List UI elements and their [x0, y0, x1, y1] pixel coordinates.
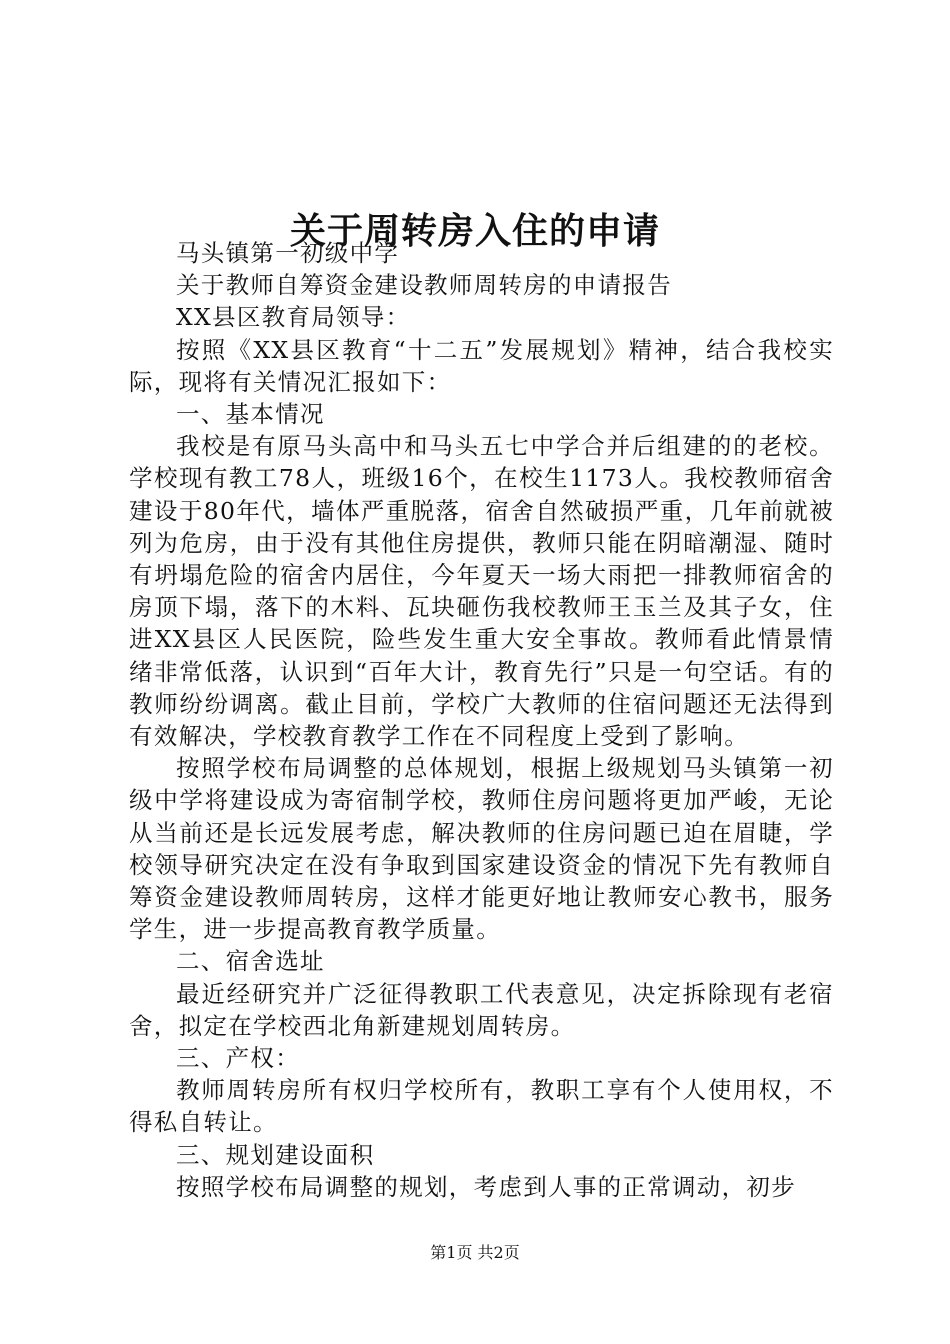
paragraph-basic-info: 我校是有原马头高中和马头五七中学合并后组建的的老校。学校现有教工78人，班级16个，在校生1173人。我校教师宿舍建设于80年代，墙体严重脱落，宿舍自然破损严重，几年前就被列为危房，由于没有其他住房提供，教师只能在阴暗潮湿、随时有坍塌危险的宿舍内居住，今年夏天一场大雨把一排教师宿舍的房顶下塌，落下的木料、瓦块砸伤我校教师王玉兰及其子女，住进XX县区人民医院，险些发生重大安全事故。教师看此情景情绪非常低落，认识到“百年大计，教育先行”只是一句空话。有的教师纷纷调离。截止目前，学校广大教师的住宿问题还无法得到有效解决，学校教育教学工作在不同程度上受到了影响。	[129, 432, 834, 751]
document-title: 关于周转房入住的申请	[289, 211, 660, 253]
paragraph-salutation: XX县区教育局领导：	[176, 303, 411, 332]
paragraph-property: 教师周转房所有权归学校所有，教职工享有个人使用权，不得私自转让。	[129, 1076, 834, 1137]
document-body	[129, 237, 834, 1203]
paragraph-report-title: 关于教师自筹资金建设教师周转房的申请报告	[176, 271, 672, 300]
section-heading-basic-info: 一、基本情况	[176, 400, 325, 429]
paragraph-planning: 按照学校布局调整的总体规划，根据上级规划马头镇第一初级中学将建设成为寄宿制学校，教师住房问题将更加严峻，无论从当前还是长远发展考虑，解决教师的住房问题已迫在眉睫，学校领导研究决定在没有争取到国家建设资金的情况下先有教师自筹资金建设教师周转房，这样才能更好地让教师安心教书，服务学生，进一步提高教育教学质量。	[129, 754, 834, 944]
section-heading-site: 二、宿舍选址	[176, 947, 325, 976]
paragraph-area: 按照学校布局调整的规划，考虑到人事的正常调动，初步	[176, 1172, 796, 1201]
section-heading-area: 三、规划建设面积	[176, 1140, 375, 1169]
section-heading-property: 三、产权：	[176, 1044, 300, 1073]
paragraph-intro: 按照《XX县区教育“十二五”发展规划》精神，结合我校实际，现将有关情况汇报如下：	[129, 335, 834, 396]
paragraph-site: 最近经研究并广泛征得教职工代表意见，决定拆除现有老宿舍，拟定在学校西北角新建规划周转房。	[129, 979, 834, 1040]
paragraph-school-name: 马头镇第一初级中学	[176, 239, 400, 267]
page-number-footer: 第1页 共2页	[430, 1243, 520, 1262]
